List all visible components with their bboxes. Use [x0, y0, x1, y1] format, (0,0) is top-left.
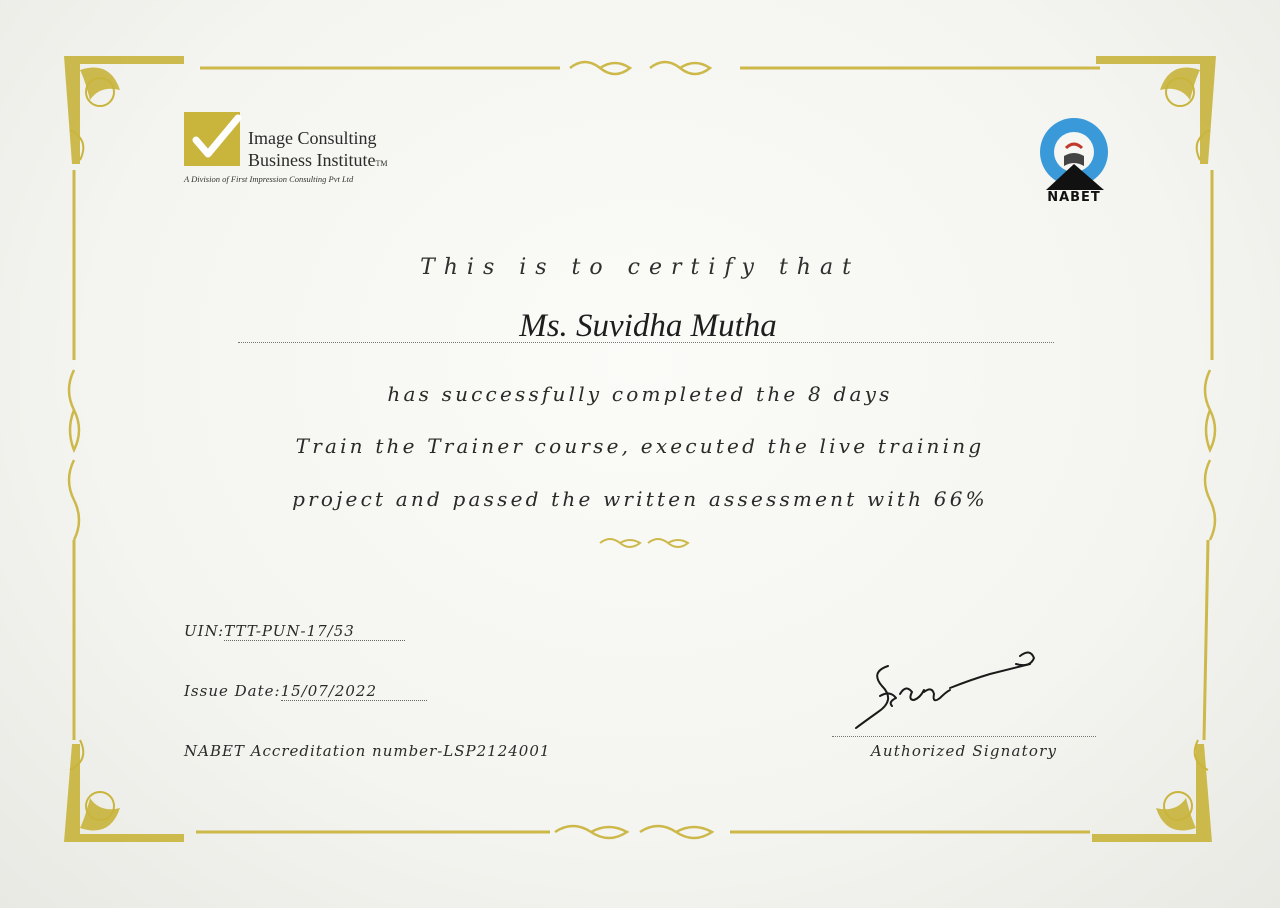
issue-date-value: 15/07/2022 [281, 682, 427, 701]
certify-intro: This is to certify that [420, 255, 860, 280]
issuer-name-line1: Image Consulting [248, 128, 377, 148]
authorized-signatory-label: Authorized Signatory [870, 742, 1058, 760]
accreditation-number: NABET Accreditation number-LSP2124001 [184, 742, 551, 760]
uin-value: TTT-PUN-17/53 [224, 622, 405, 641]
uin-label: UIN: [184, 622, 225, 640]
body-line-3: project and passed the written assessment with 66% [292, 487, 988, 511]
nabet-label: NABET [1047, 190, 1101, 205]
body-line-1: has successfully completed the 8 days [387, 382, 893, 406]
issuer-name-line2-text: Business Institute [248, 150, 376, 170]
uin-field [184, 622, 405, 641]
issuer-logo [184, 112, 444, 192]
issue-date-label: Issue Date: [184, 682, 281, 700]
checkmark-icon [188, 114, 242, 164]
recipient-name: Ms. Suvidha Mutha [519, 308, 777, 344]
issue-date-field [184, 682, 427, 701]
recipient-underline [238, 342, 1054, 343]
trademark-mark: TM [375, 159, 388, 168]
ornament-divider [596, 534, 692, 552]
issuer-name-line2 [248, 150, 388, 171]
body-line-2: Train the Trainer course, executed the live training [295, 434, 985, 458]
signature-graphic [850, 636, 1050, 736]
signature-line [832, 736, 1096, 737]
issuer-subtitle: A Division of First Impression Consulting Pvt Ltd [184, 174, 354, 184]
